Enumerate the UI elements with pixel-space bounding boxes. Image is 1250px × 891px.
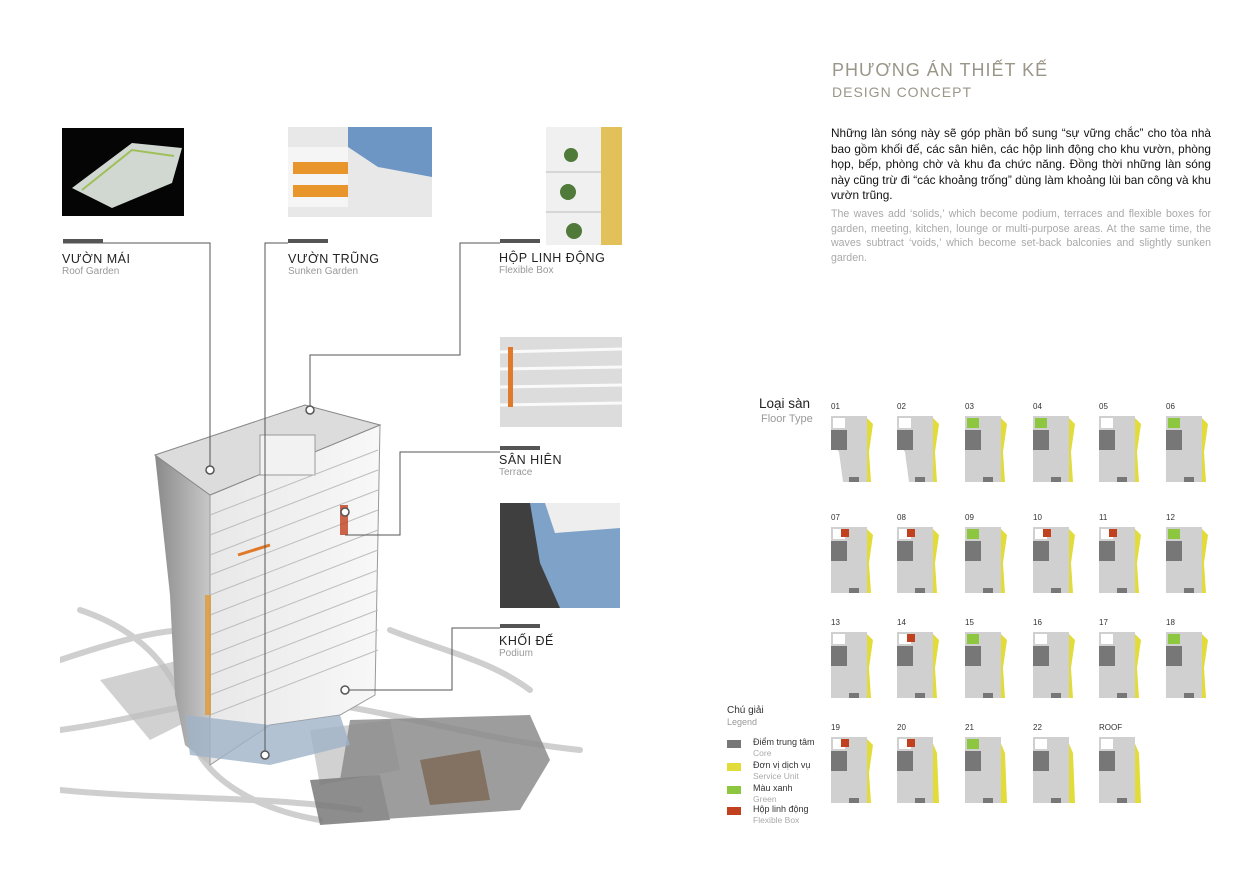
floor-number: 07 [831,513,840,522]
floor-plan-04 [1033,402,1077,484]
floor-type-title: Loại sàn [759,396,811,411]
void-area [1035,634,1047,644]
stair-block [983,588,993,593]
floor-plan-13 [831,618,875,700]
floor-number: 21 [965,723,974,732]
description-vn: Những làn sóng này sẽ góp phần bổ sung “sự vững chắc” cho tòa nhà bao gồm khối đế, các sân hiên, các hộp linh động cho khu vườn, phòng họp, bếp, phòng chờ và khu đa chức năng. Đồng thời những làn sóng này cũng trừ đi “các khoảng trống” dùng làm khoảng lùi ban công và khu vườn trũng. [831,126,1211,203]
floor-number: 12 [1166,513,1175,522]
floor-plan-18 [1166,618,1210,700]
stair-block [1184,477,1194,482]
core-block [1033,751,1049,771]
roof-garden-photo [62,128,184,216]
floor-number: 17 [1099,618,1108,627]
floor-plan-drawing [965,513,1009,595]
legend-item-service-unit [727,760,847,782]
floor-number: 18 [1166,618,1175,627]
sunken-garden-photo [288,127,432,217]
floor-plan-07 [831,513,875,595]
stair-block [849,588,859,593]
floor-plan-drawing [965,402,1009,484]
stair-block [1051,588,1061,593]
legend-sublabel: Service Unit [753,771,799,781]
floor-number: ROOF [1099,723,1123,732]
green-area [967,418,979,428]
floor-number: 01 [831,402,840,411]
terrace-label: SÂN HIÊN [499,453,563,467]
core-block [897,751,913,771]
legend-label: Hộp linh động [753,804,809,814]
floor-plan-01 [831,402,875,484]
core-block [1166,646,1182,666]
stair-block [983,798,993,803]
legend-label: Điểm trung tâm [753,737,815,747]
flexible-box-sublabel: Flexible Box [499,265,554,276]
green-area [1168,634,1180,644]
core-block [965,541,981,561]
podium-label: KHỐI ĐẾ [499,634,554,648]
stair-block [1184,588,1194,593]
core-block [1099,430,1115,450]
floor-plan-drawing [897,513,941,595]
void-area [833,634,845,644]
description-en: The waves add ‘solids,’ which become podium, terraces and flexible boxes for garden, meeting, kitchen, lounge or multi-purpose areas. At the same time, the waves subtract ‘voids,’ which become set-back balconies and slightly sunken garden. [831,208,1211,264]
floor-plan-16 [1033,618,1077,700]
core-block [1033,646,1049,666]
core-block [831,646,847,666]
floor-plan-22 [1033,723,1077,805]
service-unit-swatch [727,763,741,771]
floor-plan-drawing [897,618,941,700]
floor-number: 06 [1166,402,1175,411]
floor-plan-drawing [1099,513,1143,595]
floor-number: 03 [965,402,974,411]
core-block [965,430,981,450]
stair-block [849,477,859,482]
flexible-box-label: HỘP LINH ĐỘNG [499,251,606,265]
core-block [1166,541,1182,561]
core-block [965,751,981,771]
floor-plan-02 [897,402,941,484]
stair-block [1051,693,1061,698]
floor-plan-12 [1166,513,1210,595]
flexible-box-block [841,529,849,537]
floor-plan-roof [1099,723,1143,805]
roof-garden-sublabel: Roof Garden [62,266,120,277]
core-block [965,646,981,666]
stair-block [849,798,859,803]
void-area [899,418,911,428]
floor-plan-17 [1099,618,1143,700]
floor-plan-drawing [831,513,875,595]
floor-plan-05 [1099,402,1143,484]
legend-sublabel: Green [753,794,777,804]
flexible-box-block [907,739,915,747]
core-block [897,541,913,561]
podium-marker [500,624,540,628]
core-block [831,430,847,450]
floor-plan-drawing [1166,402,1210,484]
terrace-sublabel: Terrace [499,467,533,478]
floor-number: 02 [897,402,906,411]
floor-number: 22 [1033,723,1042,732]
floor-number: 05 [1099,402,1108,411]
floor-number: 20 [897,723,906,732]
floor-plan-09 [965,513,1009,595]
void-area [833,418,845,428]
void-area [1101,739,1113,749]
floor-number: 09 [965,513,974,522]
floor-plan-drawing [1099,402,1143,484]
floor-plan-06 [1166,402,1210,484]
sunken-garden-marker [288,239,328,243]
core-block [1099,751,1115,771]
green-area [1168,418,1180,428]
floor-number: 13 [831,618,840,627]
core-block [897,646,913,666]
floor-plan-drawing [1099,618,1143,700]
flexible-box-swatch [727,807,741,815]
legend-label: Màu xanh [753,783,793,793]
floor-plan-drawing [831,618,875,700]
terrace-marker [500,446,540,450]
floor-number: 11 [1099,513,1108,522]
green-swatch [727,786,741,794]
flexible-box-block [1109,529,1117,537]
floor-number: 10 [1033,513,1042,522]
roof-garden-marker [63,239,103,243]
flexible-box-marker [500,239,540,243]
green-area [967,739,979,749]
floor-number: 04 [1033,402,1042,411]
floor-plan-drawing [965,723,1009,805]
legend-item-green [727,783,847,805]
floor-number: 16 [1033,618,1042,627]
floor-number: 08 [897,513,906,522]
floor-plan-15 [965,618,1009,700]
stair-block [915,588,925,593]
floor-plan-03 [965,402,1009,484]
legend-sublabel: Core [753,748,772,758]
floor-plan-drawing [897,402,941,484]
green-area [1168,529,1180,539]
floor-plan-14 [897,618,941,700]
green-area [1035,418,1047,428]
stair-block [915,477,925,482]
page-title: PHƯƠNG ÁN THIẾT KẾ [832,60,1049,80]
stair-block [1051,798,1061,803]
legend-label: Đơn vị dịch vụ [753,760,811,770]
core-block [1166,430,1182,450]
legend-item-flexible-box [727,804,847,826]
core-block [1033,430,1049,450]
stair-block [915,798,925,803]
page-subtitle: DESIGN CONCEPT [832,84,973,100]
roof-garden-label: VƯỜN MÁI [62,252,131,266]
legend-subtitle: Legend [727,717,758,727]
floor-plan-drawing [965,618,1009,700]
floor-plan-drawing [1033,513,1077,595]
core-block [831,541,847,561]
floor-type-subtitle: Floor Type [761,413,813,425]
floor-plan-drawing [1033,723,1077,805]
podium-sublabel: Podium [499,648,533,659]
stair-block [983,693,993,698]
legend-title: Chú giải [727,705,764,716]
stair-block [1117,477,1127,482]
sunken-garden-label: VƯỜN TRŨNG [288,252,380,266]
floor-plan-08 [897,513,941,595]
sunken-garden-sublabel: Sunken Garden [288,266,359,277]
flexible-box-block [907,634,915,642]
floor-plan-20 [897,723,941,805]
floor-plan-drawing [1166,618,1210,700]
podium-photo [500,503,620,608]
flexible-box-block [907,529,915,537]
floor-plan-drawing [831,402,875,484]
green-area [967,634,979,644]
stair-block [1184,693,1194,698]
floor-plan-drawing [1166,513,1210,595]
floor-plan-drawing [1099,723,1143,805]
stair-block [1117,588,1127,593]
core-block [1099,541,1115,561]
legend-sublabel: Flexible Box [753,815,800,825]
stair-block [1051,477,1061,482]
core-block [1033,541,1049,561]
void-area [1101,418,1113,428]
stair-block [849,693,859,698]
floor-plan-drawing [1033,402,1077,484]
stair-block [915,693,925,698]
floor-plan-11 [1099,513,1143,595]
core-block [897,430,913,450]
stair-block [983,477,993,482]
legend-item-core [727,737,847,759]
flexible-box-block [1043,529,1051,537]
green-area [967,529,979,539]
core-block [1099,646,1115,666]
flexible-box-photo [546,127,622,245]
void-area [1101,634,1113,644]
terrace-photo [500,337,622,427]
floor-plan-drawing [897,723,941,805]
floor-plan-21 [965,723,1009,805]
void-area [1035,739,1047,749]
floor-plan-10 [1033,513,1077,595]
floor-number: 14 [897,618,906,627]
floor-plan-drawing [1033,618,1077,700]
core-swatch [727,740,741,748]
stair-block [1117,798,1127,803]
floor-number: 15 [965,618,974,627]
stair-block [1117,693,1127,698]
floor-number: 19 [831,723,840,732]
